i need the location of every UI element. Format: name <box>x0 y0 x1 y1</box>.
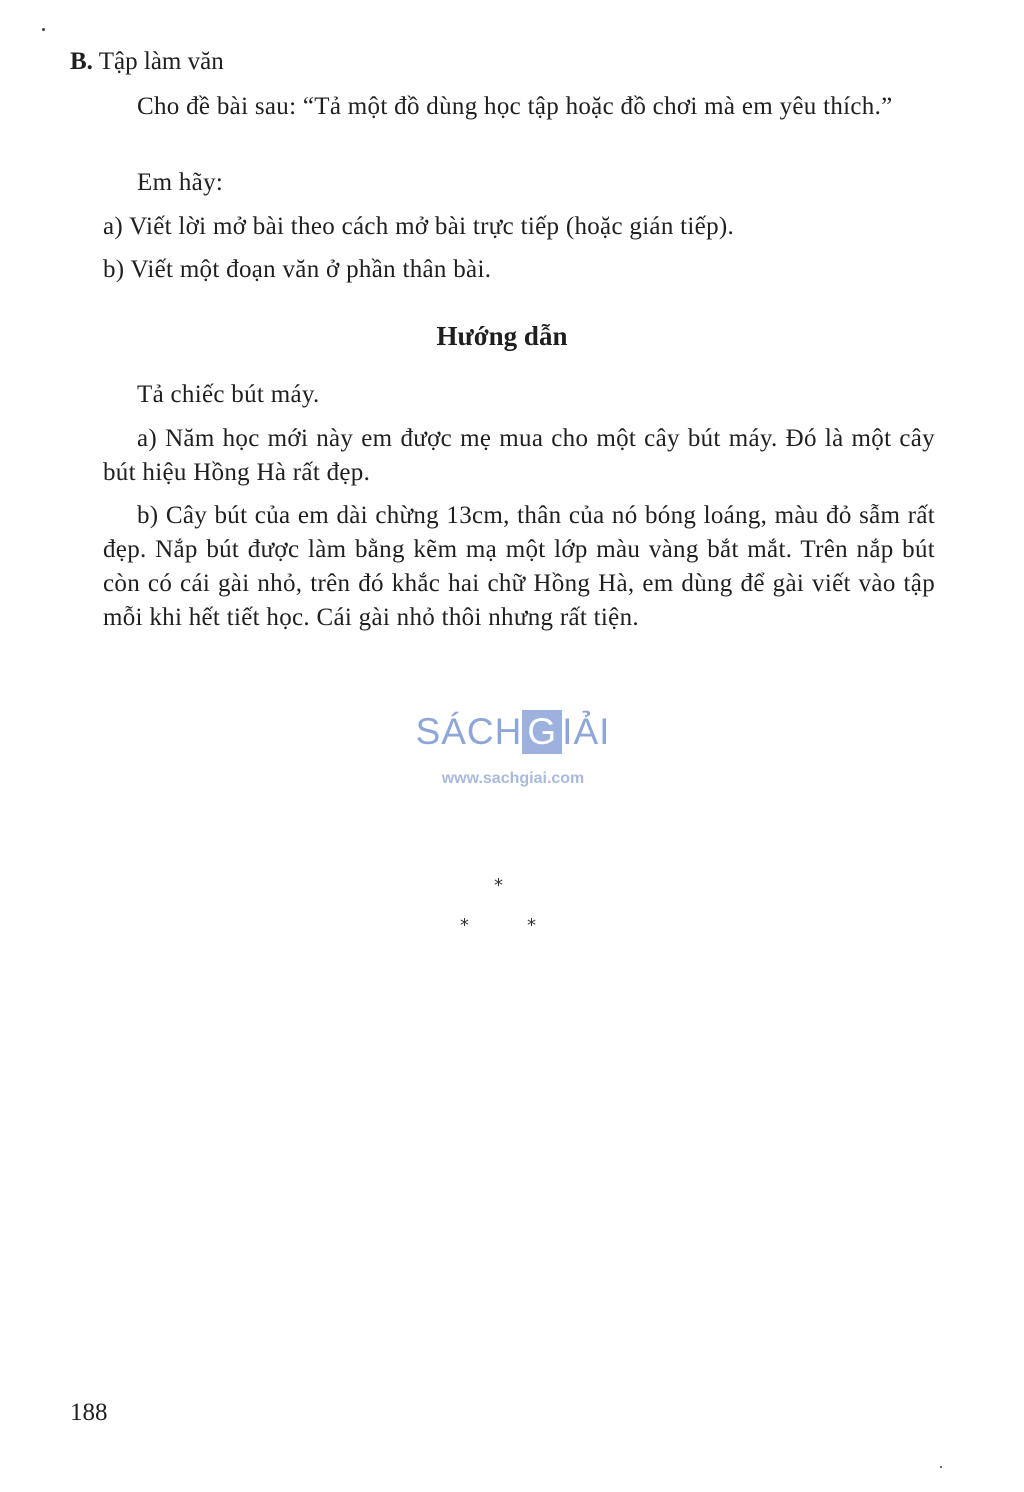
guide-heading: Hướng dẫn <box>436 321 568 351</box>
page-number: 188 <box>70 1399 108 1426</box>
guide-answer-b: b) Cây bút của em dài chừng 13cm, thân của nó bóng loáng, màu đỏ sẫm rất đẹp. Nắp bút được làm bằng kẽm mạ một lớp màu vàng bắt mắt. Trên nắp bút còn có cái gài nhỏ, trên đó khắc hai chữ Hồng Hà, em dùng để gài viết vào tập mỗi khi hết tiết học. Cái gài nhỏ thôi nhưng rất tiện. <box>103 502 935 631</box>
watermark-logo <box>408 710 618 754</box>
section-title: Tập làm văn <box>98 48 224 75</box>
prompt-task-b: b) Viết một đoạn văn ở phần thân bài. <box>103 256 492 283</box>
prompt-task-a: a) Viết lời mở bài theo cách mở bài trực tiếp (hoặc gián tiếp). <box>103 213 735 240</box>
guide-answer-a: a) Năm học mới này em được mẹ mua cho một cây bút máy. Đó là một cây bút hiệu Hồng Hà rất đẹp. <box>103 425 935 486</box>
watermark-brand-left: SÁCH <box>415 711 523 752</box>
scan-speck <box>42 28 45 31</box>
guide-topic: Tả chiếc bút máy. <box>137 381 320 408</box>
watermark-url: www.sachgiai.com <box>441 770 585 787</box>
prompt-instruction: Em hãy: <box>137 169 224 196</box>
watermark <box>408 698 618 798</box>
prompt-intro: Cho đề bài sau: “Tả một đồ dùng học tập hoặc đồ chơi mà em yêu thích.” <box>137 93 893 120</box>
separator-star-right: * <box>527 915 536 936</box>
watermark-brand-g: G <box>522 710 562 754</box>
separator-star-top: * <box>494 875 503 896</box>
section-letter: B. <box>70 48 93 75</box>
section-header <box>70 45 224 79</box>
scan-speck <box>940 1466 942 1468</box>
watermark-brand-right: IẢI <box>562 711 611 752</box>
separator-star-left: * <box>460 915 469 936</box>
